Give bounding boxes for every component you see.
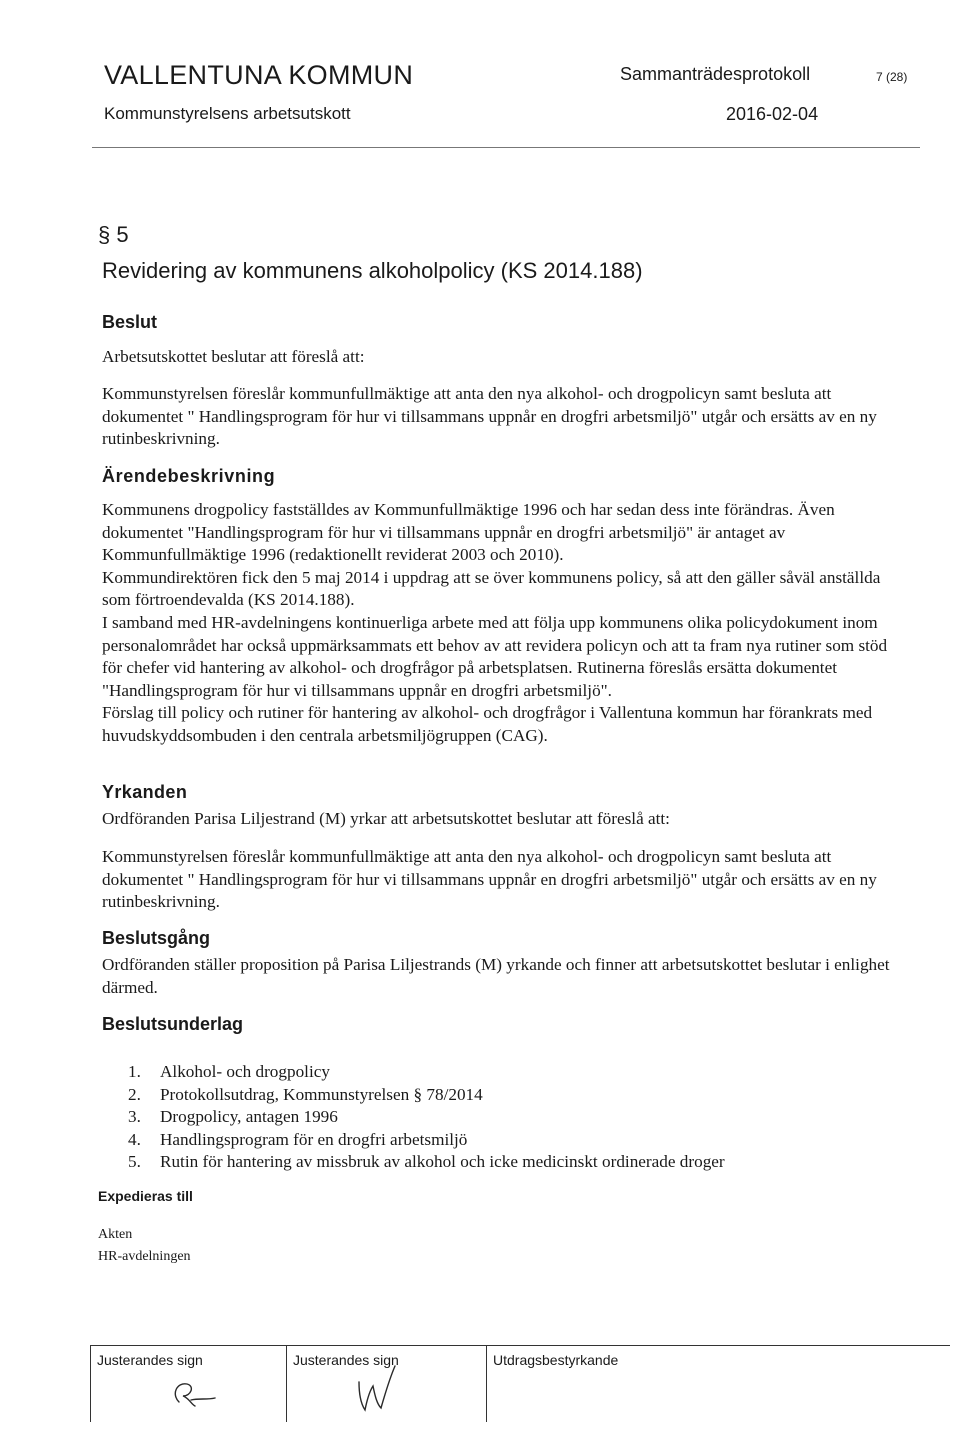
list-item-text: Drogpolicy, antagen 1996 xyxy=(160,1107,338,1127)
paragraph-number: § 5 xyxy=(98,222,129,247)
list-item-number: 2. xyxy=(128,1084,141,1104)
beslutsunderlag-list xyxy=(128,1061,888,1174)
handwritten-initials-signature xyxy=(345,1360,405,1420)
recipient: Akten xyxy=(98,1227,133,1242)
committee-name: Kommunstyrelsens arbetsutskott xyxy=(104,104,351,123)
list-item-number: 5. xyxy=(128,1152,141,1172)
signature-label: Justerandes sign xyxy=(97,1352,203,1368)
arende-paragraph-1: Kommunens drogpolicy fastställdes av Kommunfullmäktige 1996 och har sedan dess inte förändras. Även dokumentet "Handlingsprogram för hur vi tillsammans uppnår en drogfri arbetsmiljö" är antaget av Kommunfullmäktige 1996 (redaktionellt reviderat 2003 och 2010). xyxy=(102,500,835,565)
list-item-number: 3. xyxy=(128,1107,141,1127)
recipient-list xyxy=(98,1224,191,1268)
beslutsunderlag-heading: Beslutsunderlag xyxy=(102,1014,244,1034)
beslutsgang-text: Ordföranden ställer proposition på Parisa Liljestrands (M) yrkande och finner att arbetsutskottet beslutar i enlighet därmed. xyxy=(102,955,890,997)
page-number: 7 (28) xyxy=(876,70,908,84)
header-divider xyxy=(92,147,920,148)
arende-paragraph-3: I samband med HR-avdelningens kontinuerliga arbete med att följa upp kommunens olika policydokument inom personalområdet har också uppmärksammats ett behov av att revidera policyn och att ta fram nya rutiner som stöd för chefer vid hantering av alkohol- och drogfrågor på arbetsplatsen. Rutinerna föreslås ersätta dokumentet "Handlingsprogram för hur vi tillsammans uppnår en drogfri arbetsmiljö". xyxy=(102,612,888,700)
list-item-number: 1. xyxy=(128,1062,141,1081)
arende-paragraph-4: Förslag till policy och rutiner för hantering av alkohol- och drogfrågor i Vallentuna kommun har förankrats med huvudskyddsombuden i den centrala arbetsmiljögruppen (CAG). xyxy=(102,703,873,745)
handwritten-initials-signature xyxy=(165,1376,221,1410)
beslut-text: Kommunstyrelsen föreslår kommunfullmäktige att anta den nya alkohol- och drogpolicyn samt besluta att dokumentet " Handlingsprogram för hur vi tillsammans uppnår en drogfri arbetsmiljö" utgår och ersätts av en ny rutinbeskrivning. xyxy=(102,384,877,449)
arendebeskrivning-text xyxy=(102,499,892,748)
list-item-number: 4. xyxy=(128,1129,141,1149)
meeting-date: 2016-02-04 xyxy=(726,104,819,124)
beslutsgang-heading: Beslutsgång xyxy=(102,928,211,948)
list-item-text: Rutin för hantering av missbruk av alkohol och icke medicinskt ordinerade droger xyxy=(160,1152,725,1172)
recipient: HR-avdelningen xyxy=(98,1249,191,1264)
expedieras-heading: Expedieras till xyxy=(98,1188,193,1204)
list-item xyxy=(128,1106,888,1129)
signature-label: Utdragsbestyrkande xyxy=(493,1352,619,1368)
signature-cell-justerande-1 xyxy=(90,1346,287,1422)
arende-paragraph-2: Kommundirektören fick den 5 maj 2014 i uppdrag att se över kommunens policy, så att den gäller såväl anställda som förtroendevalda (KS 2014.188). xyxy=(102,567,881,610)
signature-cell-utdragsbestyrkande xyxy=(486,1346,951,1422)
yrkanden-heading: Yrkanden xyxy=(102,782,188,802)
beslut-intro: Arbetsutskottet beslutar att föreslå att: xyxy=(102,347,365,366)
organization-name: VALLENTUNA KOMMUN xyxy=(104,60,414,90)
list-item xyxy=(128,1151,888,1174)
yrkanden-intro: Ordföranden Parisa Liljestrand (M) yrkar att arbetsutskottet beslutar att föreslå att: xyxy=(102,809,670,828)
list-item xyxy=(128,1129,888,1152)
signature-label: Justerandes sign xyxy=(293,1352,399,1368)
signature-cell-justerande-2 xyxy=(286,1346,487,1422)
beslut-heading: Beslut xyxy=(102,312,158,332)
list-item-text: Protokollsutdrag, Kommunstyrelsen § 78/2014 xyxy=(160,1084,483,1104)
yrkanden-text: Kommunstyrelsen föreslår kommunfullmäktige att anta den nya alkohol- och drogpolicyn samt besluta att dokumentet " Handlingsprogram för hur vi tillsammans uppnår en drogfri arbetsmiljö" utgår och ersätts av en ny rutinbeskrivning. xyxy=(102,847,877,912)
document-type: Sammanträdesprotokoll xyxy=(620,64,811,84)
arendebeskrivning-heading: Ärendebeskrivning xyxy=(102,466,276,486)
section-title: Revidering av kommunens alkoholpolicy (KS 2014.188) xyxy=(102,258,643,283)
list-item-text: Alkohol- och drogpolicy xyxy=(160,1062,330,1081)
list-item-text: Handlingsprogram för en drogfri arbetsmiljö xyxy=(160,1129,468,1149)
list-item xyxy=(128,1084,888,1107)
signature-table xyxy=(90,1345,950,1422)
list-item xyxy=(128,1061,888,1084)
